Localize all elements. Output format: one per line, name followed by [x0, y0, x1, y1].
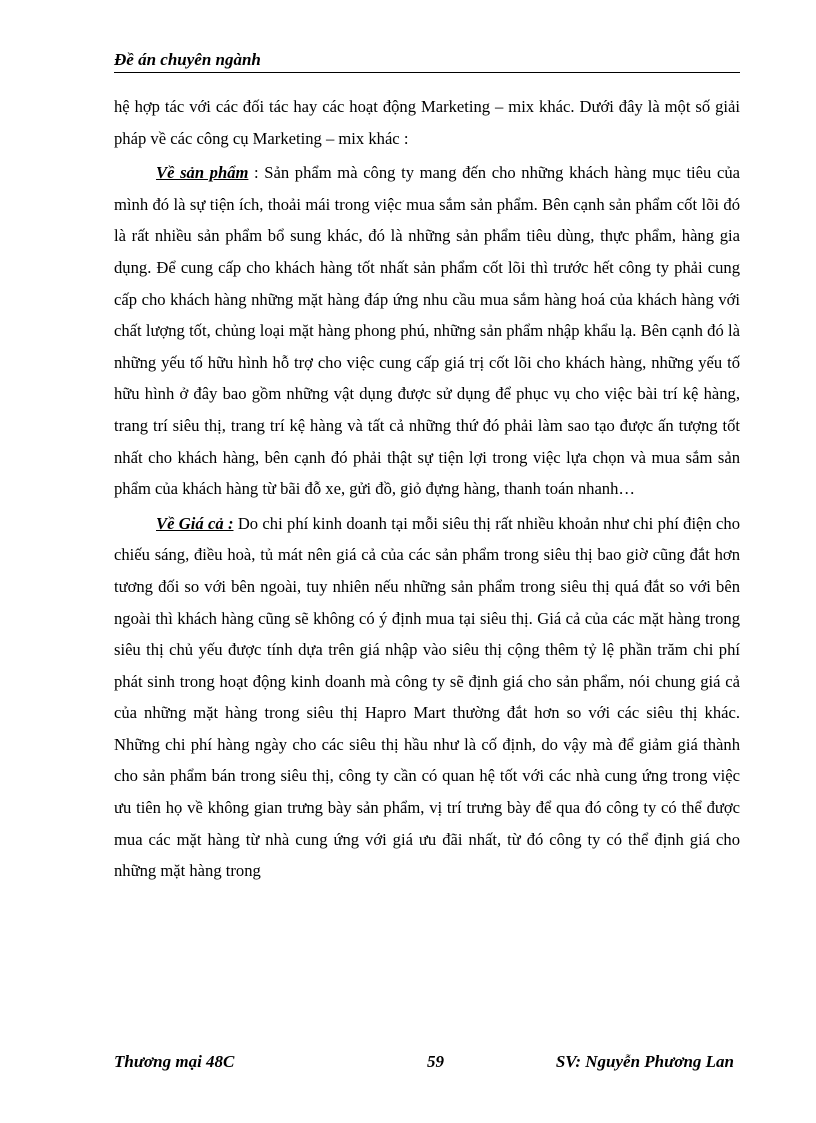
product-paragraph [114, 157, 740, 505]
intro-paragraph: hệ hợp tác với các đối tác hay các hoạt động Marketing – mix khác. Dưới đây là một số giải pháp về các công cụ Marketing – mix khác : [114, 97, 740, 148]
product-text: : Sản phẩm mà công ty mang đến cho những khách hàng mục tiêu của mình đó là sự tiện ích, thoải mái trong việc mua sắm sản phẩm. Bên cạnh sản phẩm cốt lõi đó là rất nhiều sản phẩm bổ sung khác, đó là những sản phẩm tiêu dùng, thực phẩm, hàng gia dụng. Để cung cấp cho khách hàng tốt nhất sản phẩm cốt lõi thì trước hết công ty phải cung cấp cho khách hàng những mặt hàng đáp ứng nhu cầu mua sắm hàng hoá của khách hàng với chất lượng tốt, chủng loại mặt hàng phong phú, những sản phẩm nhập khẩu lạ. Bên cạnh đó là những yếu tố hữu hình hỗ trợ cho việc cung cấp giá trị cốt lõi cho khách hàng, những yếu tố hữu hình ở đây bao gồm những vật dụng được sử dụng để phục vụ cho việc bài trí kệ hàng, trang trí siêu thị, trang trí kệ hàng và tất cả những thứ đó phải làm sao tạo được ấn tượng tốt nhất cho khách hàng, bên cạnh đó phải thật sự tiện lợi trong việc lựa chọn và mua sắm sản phẩm của khách hàng từ bãi đỗ xe, gửi đồ, giỏ đựng hàng, thanh toán nhanh… [114, 163, 740, 499]
document-body [114, 91, 740, 887]
page-number: 59 [427, 1052, 444, 1071]
footer-course: Thương mại 48C [114, 1052, 235, 1071]
price-heading: Về Giá cả : [156, 513, 234, 533]
page-footer [114, 1052, 740, 1078]
page-header [114, 48, 740, 73]
price-text: Do chi phí kinh doanh tại mỗi siêu thị rất nhiều khoản như chi phí điện cho chiếu sáng, điều hoà, tủ mát nên giá cả của các sản phẩm trong siêu thị bao giờ cũng đắt hơn tương đối so với bên ngoài, tuy nhiên nếu những sản phẩm trong siêu thị quá đắt so với bên ngoài thì khách hàng cũng sẽ không có ý định mua tại siêu thị. Giá cả của các mặt hàng trong siêu thị chủ yếu được tính dựa trên giá nhập vào siêu thị cộng thêm tỷ lệ phần trăm chi phí phát sinh trong hoạt động kinh doanh mà công ty sẽ định giá cho sản phẩm, nói chung giá cả của những mặt hàng trong siêu thị Hapro Mart thường đắt hơn so với các siêu thị khác. Những chi phí hàng ngày cho các siêu thị hầu như là cố định, do vậy mà để giảm giá thành cho sản phẩm bán trong siêu thị, công ty cần có quan hệ tốt với các nhà cung ứng trong việc ưu tiên họ về không gian trưng bày sản phẩm, vị trí trưng bày để qua đó công ty có thể được mua các mặt hàng từ nhà cung ứng với giá ưu đãi nhất, từ đó công ty có thể định giá cho những mặt hàng trong [114, 513, 740, 881]
price-paragraph [114, 508, 740, 887]
product-heading: Về sản phẩm [156, 163, 249, 183]
header-title: Đề án chuyên ngành [114, 50, 261, 69]
footer-author: SV: Nguyễn Phương Lan [555, 1052, 734, 1071]
